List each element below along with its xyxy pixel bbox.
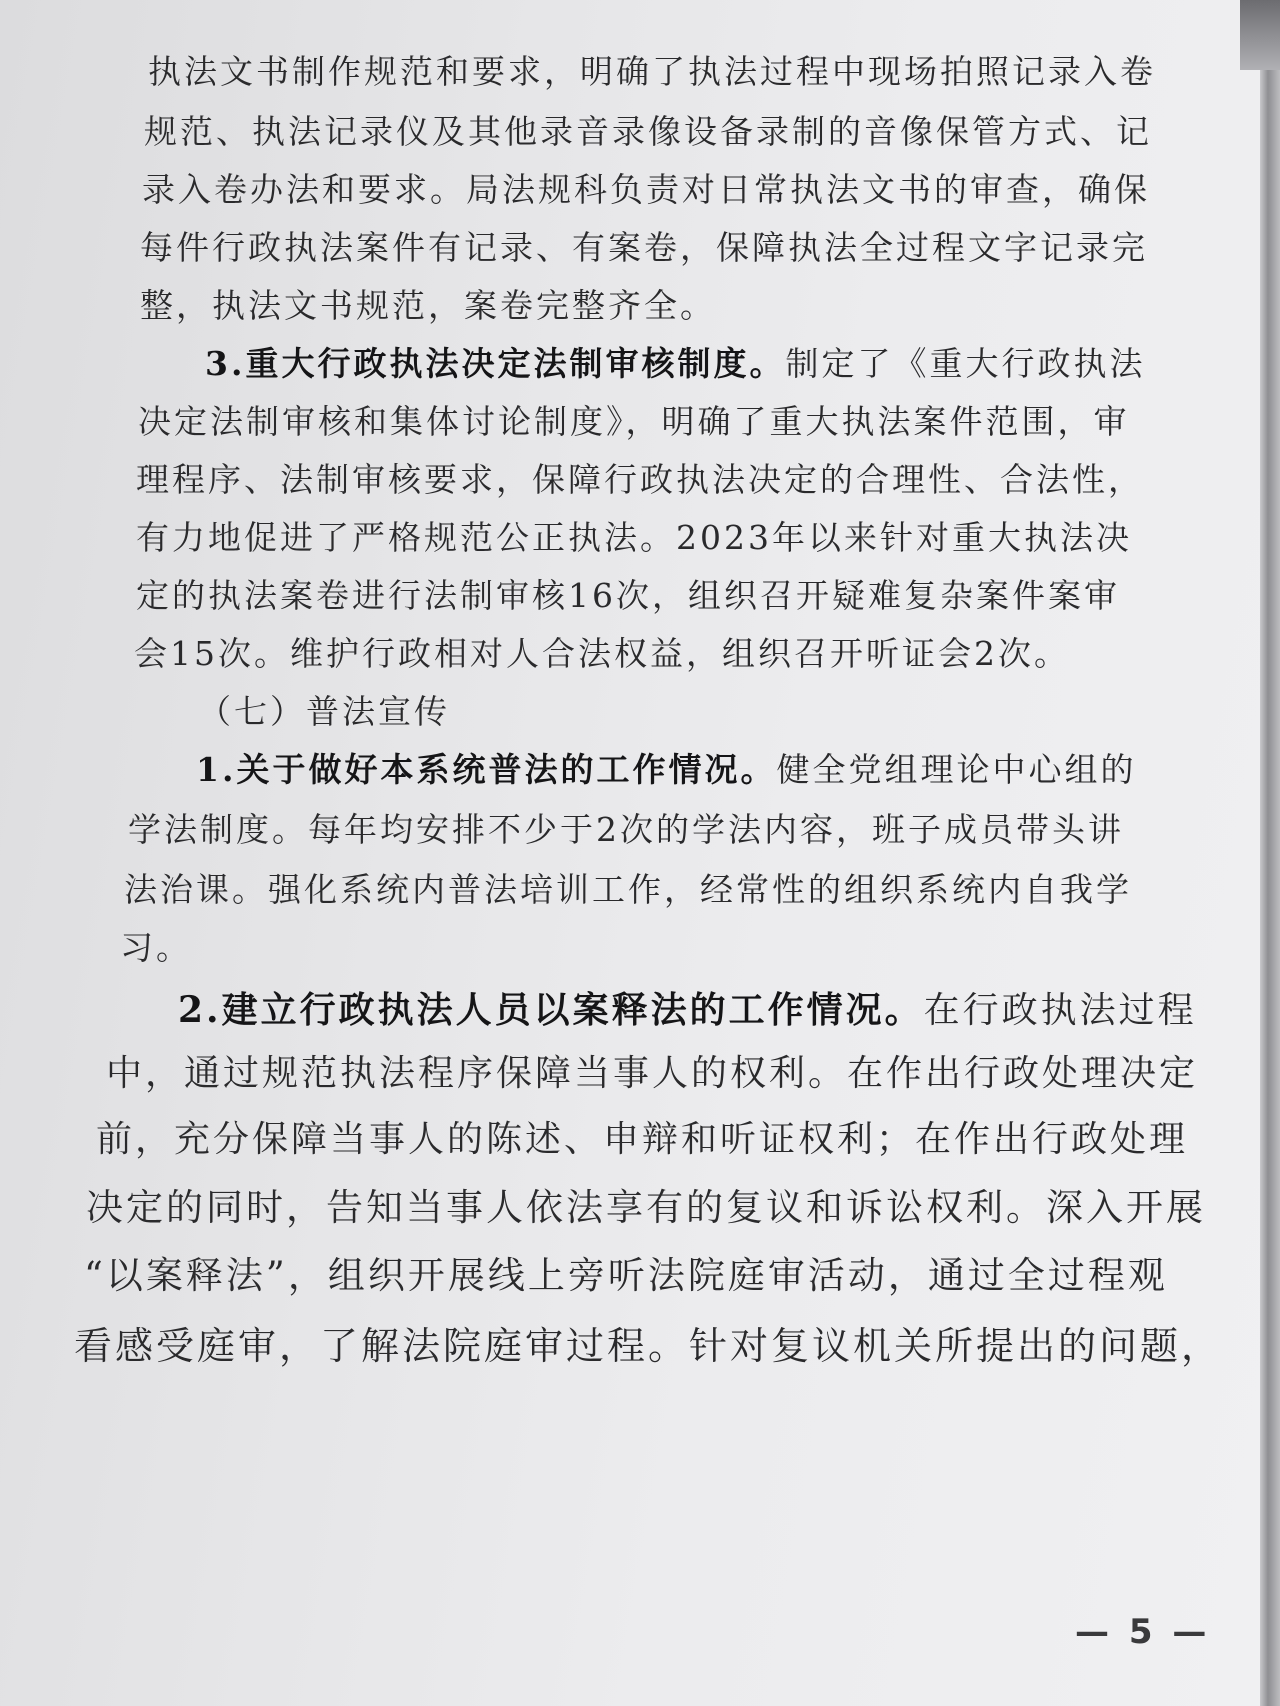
item2-line: 中，通过规范执法程序保障当事人的权利。在作出行政处理决定: [106, 1053, 1199, 1094]
item2-text: 在行政执法过程: [923, 990, 1197, 1031]
item3-text: 制定了《重大行政执法: [785, 344, 1146, 383]
paragraph-line: 整，执法文书规范，案卷完整齐全。: [140, 286, 716, 325]
paragraph-line: 每件行政执法案件有记录、有案卷，保障执法全过程文字记录完: [140, 228, 1148, 267]
item2-line: 前，充分保障当事人的陈述、申辩和听证权利；在作出行政处理: [96, 1119, 1189, 1160]
item1-line: 习。: [120, 928, 192, 967]
item1-line: 法治课。强化系统内普法培训工作，经常性的组织系统内自我学: [124, 870, 1132, 909]
item2-first-line: [178, 990, 1197, 1031]
item3-line: 理程序、法制审核要求，保障行政执法决定的合理性、合法性，: [136, 460, 1144, 499]
paragraph-line: 规范、执法记录仪及其他录音录像设备录制的音像保管方式、记: [144, 112, 1152, 151]
item1-line: 学法制度。每年均安排不少于2次的学法内容，班子成员带头讲: [128, 810, 1124, 849]
item3-line: 会15次。维护行政相对人合法权益，组织召开听证会2次。: [134, 634, 1070, 673]
page-edge-shadow: [1260, 0, 1280, 1706]
item3-line: 有力地促进了严格规范公正执法。2023年以来针对重大执法决: [136, 518, 1132, 557]
paragraph-line: 录入卷办法和要求。局法规科负责对日常执法文书的审查，确保: [142, 170, 1150, 209]
section7-heading: （七）普法宣传: [198, 692, 450, 731]
item1-first-line: [196, 750, 1136, 790]
item1-text: 健全党组理论中心组的: [776, 750, 1137, 789]
item3-line: 定的执法案卷进行法制审核16次，组织召开疑难复杂案件案审: [136, 576, 1120, 615]
item3-line: 决定法制审核和集体讨论制度》，明确了重大执法案件范围，审: [138, 402, 1130, 441]
item2-line: 决定的同时，告知当事人依法享有的复议和诉讼权利。深入开展: [86, 1186, 1206, 1229]
item3-heading: 3.重大行政执法决定法制审核制度。: [205, 344, 786, 383]
page-corner-shadow: [1240, 0, 1280, 70]
item1-heading: 1.关于做好本系统普法的工作情况。: [196, 750, 777, 789]
item2-line: “以案释法”，组织开展线上旁听法院庭审活动，通过全过程观: [84, 1254, 1168, 1297]
item3-first-line: [205, 344, 1145, 384]
item2-line: 看感受庭审，了解法院庭审过程。针对复议机关所提出的问题，: [74, 1324, 1223, 1368]
page-number: — 5 —: [1075, 1612, 1211, 1652]
item2-heading: 2.建立行政执法人员以案释法的工作情况。: [178, 989, 924, 1031]
paragraph-line: 执法文书制作规范和要求，明确了执法过程中现场拍照记录入卷: [148, 52, 1156, 91]
